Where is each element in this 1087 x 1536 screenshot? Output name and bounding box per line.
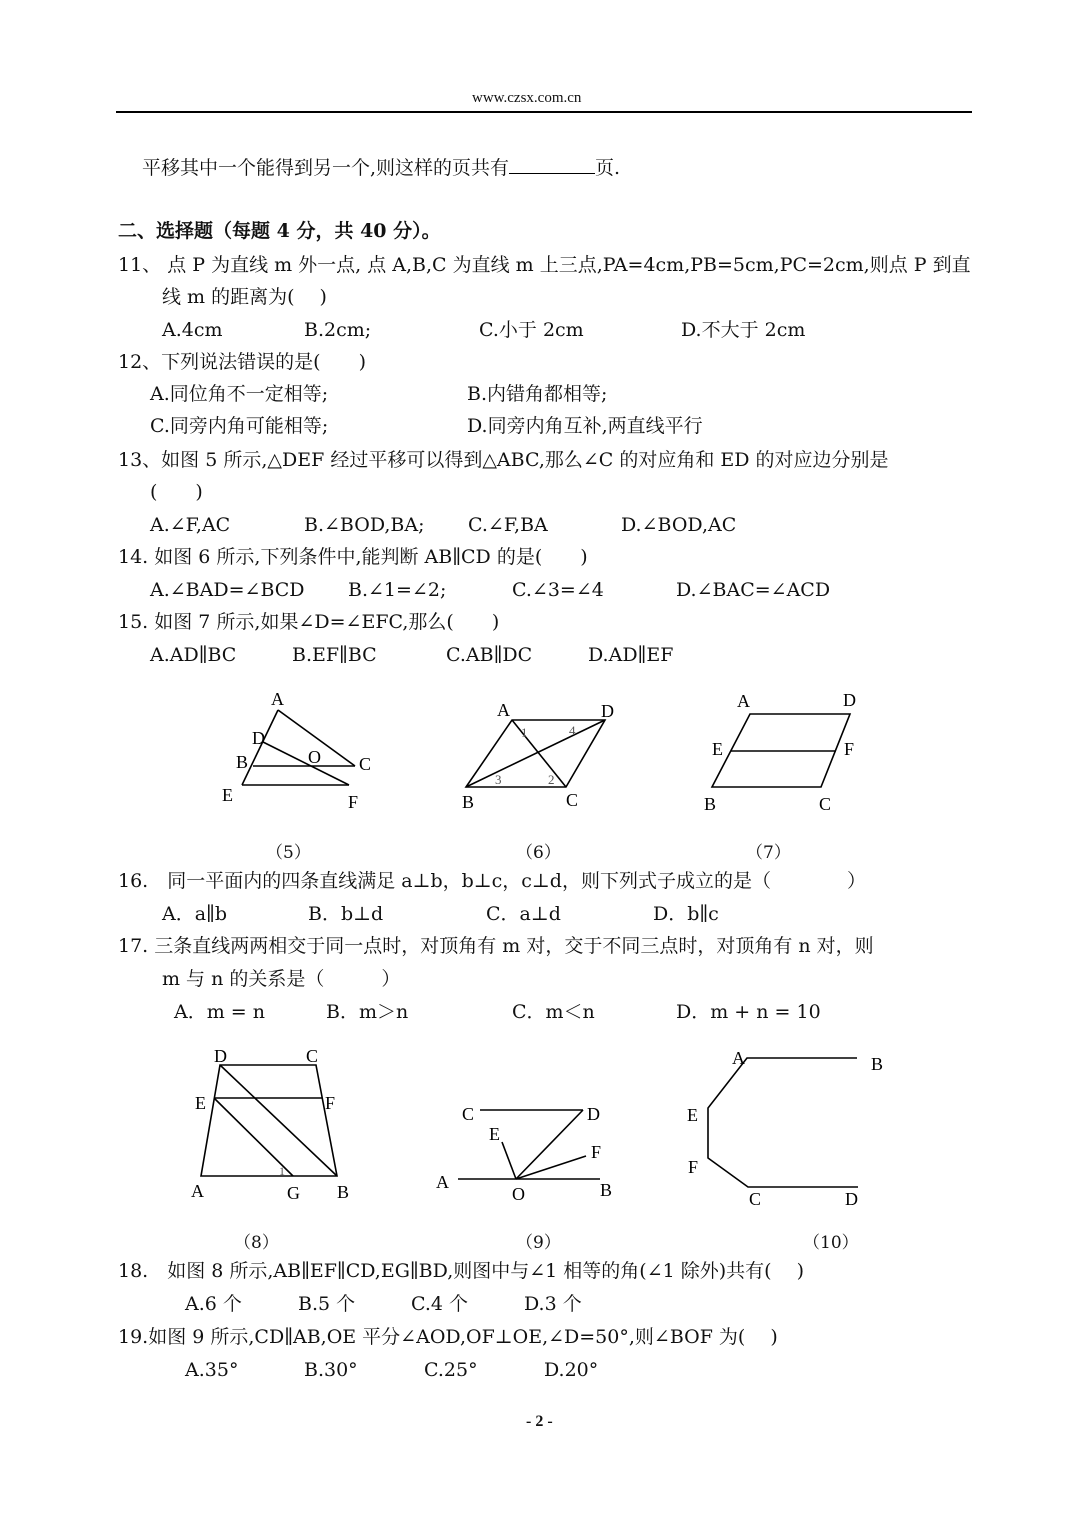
fig8-label-e: E	[195, 1093, 206, 1113]
q18-line1: 18. 如图 8 所示,AB∥EF∥CD,EG∥BD,则图中与∠1 相等的角(∠1 除外)共有( )	[118, 1260, 805, 1282]
continuation-line	[142, 155, 620, 180]
fig8-angle-1: 1	[279, 1164, 285, 1178]
q11-option-b: B.2cm;	[304, 319, 372, 341]
q13-option-c: C.∠F,BA	[468, 514, 548, 536]
fig6-angle-2: 2	[548, 772, 555, 787]
q17-option-d: D．m + n = 10	[676, 1001, 821, 1023]
q18-option-a: A.6 个	[185, 1293, 242, 1315]
fig10-label-e: E	[687, 1105, 698, 1125]
fig7-label-b: B	[704, 794, 717, 814]
fig5-label-b: B	[236, 752, 249, 772]
fig8-label-b: B	[337, 1182, 350, 1202]
q14-line1: 14. 如图 6 所示,下列条件中,能判断 AB∥CD 的是( )	[118, 546, 588, 568]
q14-option-c: C.∠3=∠4	[512, 579, 604, 601]
q16-option-b: B．b⊥d	[308, 903, 384, 925]
fig8-trapezoid	[201, 1065, 337, 1176]
fig6-caption: （6）	[516, 843, 561, 863]
figure-7	[712, 714, 850, 787]
q11-option-d: D.不大于 2cm	[681, 319, 806, 341]
fig6-label-c: C	[566, 790, 579, 810]
fig7-label-f: F	[844, 739, 855, 759]
q14-option-b: B.∠1=∠2;	[348, 579, 447, 601]
fig7-label-e: E	[712, 739, 723, 759]
fig7-caption: （7）	[746, 843, 791, 863]
q12-option-d: D.同旁内角互补,两直线平行	[467, 415, 703, 437]
fig6-label-d: D	[601, 701, 614, 721]
fig5-label-d: D	[252, 728, 265, 748]
fig8-label-c: C	[306, 1046, 319, 1066]
fig7-label-d: D	[843, 690, 856, 710]
fig10-label-a: A	[732, 1048, 745, 1068]
section-title: 二、选择题（每题 4 分，共 40 分）。	[118, 220, 441, 242]
q12-option-a: A.同位角不一定相等;	[150, 383, 329, 405]
fig10-label-f: F	[688, 1157, 699, 1177]
fig8-label-d: D	[214, 1046, 227, 1066]
q13-option-b: B.∠BOD,BA;	[304, 514, 425, 536]
fig5-caption: （5）	[266, 843, 311, 863]
figure-6	[466, 720, 605, 787]
fig9-caption: （9）	[516, 1233, 561, 1253]
q17-option-a: A．m = n	[174, 1001, 265, 1023]
q17-line1: 17. 三条直线两两相交于同一点时，对顶角有 m 对，交于不同三点时，对顶角有 n 对，则	[118, 935, 874, 957]
fig9-label-e: E	[489, 1124, 500, 1144]
q18-option-c: C.4 个	[411, 1293, 469, 1315]
q19-option-d: D.20°	[544, 1359, 599, 1381]
fig6-angle-3: 3	[495, 772, 502, 787]
fig9-label-c: C	[462, 1104, 475, 1124]
q11-line2: 线 m 的距离为( )	[162, 286, 327, 308]
q11-option-c: C.小于 2cm	[479, 319, 584, 341]
continuation-before: 平移其中一个能得到另一个,则这样的页共有	[142, 157, 510, 179]
figure-10	[708, 1058, 858, 1187]
q18-option-b: B.5 个	[298, 1293, 356, 1315]
q13-option-a: A.∠F,AC	[150, 514, 231, 536]
fig5-label-c: C	[359, 754, 372, 774]
q15-option-b: B.EF∥BC	[292, 644, 377, 666]
q19-option-b: B.30°	[304, 1359, 358, 1381]
fig6-diagonal-bd	[466, 720, 605, 787]
q16-option-c: C．a⊥d	[486, 903, 561, 925]
fig7-label-c: C	[819, 794, 832, 814]
q12-line1: 12、下列说法错误的是( )	[118, 351, 367, 373]
fig5-line-df	[263, 742, 349, 785]
q16-option-a: A．a∥b	[162, 903, 227, 925]
answer-blank	[509, 155, 595, 174]
fig9-label-f: F	[591, 1142, 602, 1162]
q11-option-a: A.4cm	[162, 319, 223, 341]
fig8-label-g: G	[287, 1183, 300, 1203]
q11-line1: 11、 点 P 为直线 m 外一点, 点 A,B,C 为直线 m 上三点,PA=4cm,PB=5cm,PC=2cm,则点 P 到直	[118, 254, 971, 276]
q14-option-d: D.∠BAC=∠ACD	[676, 579, 831, 601]
fig9-label-d: D	[587, 1104, 600, 1124]
fig5-label-e: E	[222, 785, 233, 805]
q15-option-c: C.AB∥DC	[446, 644, 533, 666]
fig7-label-a: A	[737, 691, 750, 711]
q15-option-a: A.AD∥BC	[150, 644, 237, 666]
q19-option-a: A.35°	[185, 1359, 239, 1381]
q19-option-c: C.25°	[424, 1359, 478, 1381]
fig8-caption: （8）	[234, 1233, 279, 1253]
fig8-label-f: F	[325, 1093, 336, 1113]
q17-option-b: B．m＞n	[326, 1001, 409, 1023]
q15-line1: 15. 如图 7 所示,如果∠D=∠EFC,那么( )	[118, 611, 500, 633]
figure-8	[201, 1065, 337, 1176]
figure-9	[458, 1110, 600, 1179]
fig8-label-a: A	[191, 1181, 204, 1201]
q19-line1: 19.如图 9 所示,CD∥AB,OE 平分∠AOD,OF⊥OE,∠D=50°,则∠BOF 为( )	[118, 1326, 778, 1348]
q17-option-c: C．m＜n	[512, 1001, 595, 1023]
page-number: - 2 -	[526, 1413, 553, 1430]
figures-row-2	[0, 1040, 1087, 1220]
fig9-line-oe	[502, 1142, 516, 1179]
q17-line2: m 与 n 的关系是（ ）	[162, 968, 401, 990]
fig5-label-a: A	[271, 689, 284, 709]
fig10-label-d: D	[845, 1189, 858, 1209]
q14-option-a: A.∠BAD=∠BCD	[150, 579, 305, 601]
q13-option-d: D.∠BOD,AC	[621, 514, 737, 536]
fig10-caption: （10）	[803, 1233, 859, 1253]
fig10-label-b: B	[871, 1054, 884, 1074]
q15-option-d: D.AD∥EF	[588, 644, 674, 666]
fig10-label-c: C	[749, 1189, 762, 1209]
fig5-label-f: F	[348, 792, 359, 812]
fig6-angle-4: 4	[569, 723, 576, 738]
fig5-label-o: O	[308, 747, 321, 767]
fig9-label-a: A	[436, 1172, 449, 1192]
continuation-after: 页.	[595, 157, 621, 179]
q16-line1: 16. 同一平面内的四条直线满足 a⊥b，b⊥c，c⊥d，则下列式子成立的是（ ）	[118, 870, 866, 892]
fig9-label-o: O	[512, 1184, 525, 1204]
q12-option-c: C.同旁内角可能相等;	[150, 415, 329, 437]
fig9-label-b: B	[600, 1180, 613, 1200]
q12-option-b: B.内错角都相等;	[467, 383, 608, 405]
fig10-path	[708, 1058, 858, 1187]
header-rule	[116, 111, 972, 113]
q13-line1: 13、如图 5 所示,△DEF 经过平移可以得到△ABC,那么∠C 的对应角和 ED 的对应边分别是	[118, 449, 889, 471]
fig6-angle-1: 1	[521, 725, 528, 740]
header-url: www.czsx.com.cn	[472, 90, 582, 106]
q16-option-d: D．b∥c	[653, 903, 719, 925]
q13-line2: ( )	[150, 481, 203, 503]
q18-option-d: D.3 个	[524, 1293, 582, 1315]
fig6-label-b: B	[462, 792, 475, 812]
fig6-label-a: A	[497, 700, 510, 720]
